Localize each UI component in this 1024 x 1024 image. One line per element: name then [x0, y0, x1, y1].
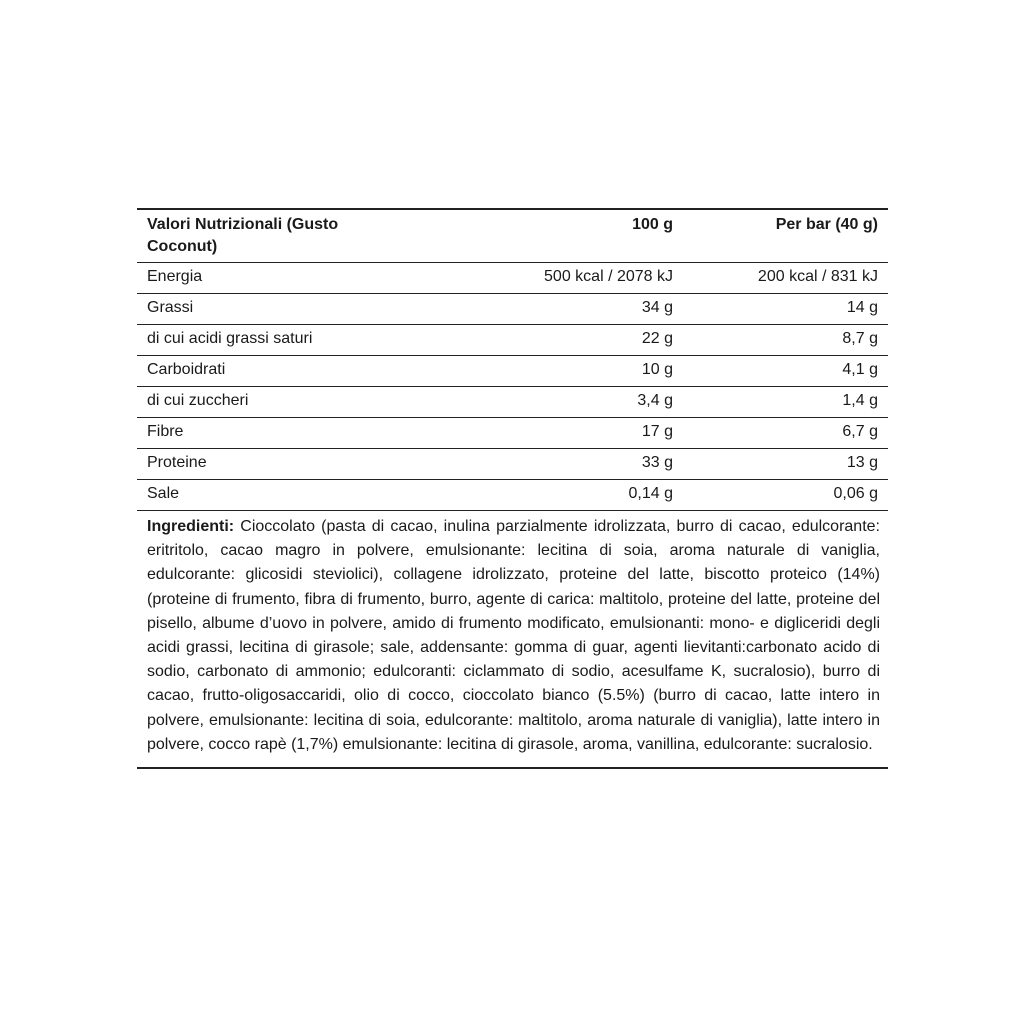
row-per100: 10 g [513, 356, 683, 387]
row-per100: 33 g [513, 449, 683, 480]
row-per100: 34 g [513, 294, 683, 325]
row-label: Grassi [137, 294, 513, 325]
row-perbar: 200 kcal / 831 kJ [683, 263, 888, 294]
nutrition-table [137, 208, 888, 511]
table-row [137, 325, 888, 356]
row-perbar: 1,4 g [683, 387, 888, 418]
ingredients-text: Cioccolato (pasta di cacao, inulina parzialmente idrolizzata, burro di cacao, edulcorante: eritritolo, cacao magro in polvere, emulsionante: lecitina di soia, aroma naturale di vaniglia, edulcorante: glicosidi steviolici), collagene idrolizzato, proteine del latte, biscotto proteico (14%) (proteine di frumento, fibra di frumento, burro, agente di carica: maltitolo, proteine del latte, proteine del pisello, albume d’uovo in polvere, amido di frumento modificato, emulsionanti: mono- e digliceridi degli acidi grassi, lecitina di girasole; sale, addensante: gomma di guar, agenti lievitanti:carbonato acido di sodio, carbonato di ammonio; edulcoranti: ciclammato di sodio, acesulfame K, sucralosio), burro di cacao, frutto-oligosaccaridi, olio di cocco, cioccolato bianco (5.5%) (burro di cacao, latte intero in polvere, emulsionante: lecitina di soia, edulcorante: maltitolo, aroma naturale di vaniglia), latte intero in polvere, cocco rapè (1,7%) emulsionante: lecitina di girasole, aroma, vanillina, edulcorante: sucralosio. [147, 518, 880, 753]
header-label [137, 209, 513, 263]
row-perbar: 4,1 g [683, 356, 888, 387]
table-header-row [137, 209, 888, 263]
row-per100: 500 kcal / 2078 kJ [513, 263, 683, 294]
table-row [137, 387, 888, 418]
table-row [137, 263, 888, 294]
row-perbar: 8,7 g [683, 325, 888, 356]
row-perbar: 6,7 g [683, 418, 888, 449]
row-label: Sale [137, 480, 513, 511]
table-row [137, 418, 888, 449]
row-label: Energia [137, 263, 513, 294]
row-perbar: 13 g [683, 449, 888, 480]
header-per-bar: Per bar (40 g) [683, 209, 888, 263]
row-label: Carboidrati [137, 356, 513, 387]
row-label: di cui acidi grassi saturi [137, 325, 513, 356]
ingredients-block [137, 511, 888, 769]
row-label: Fibre [137, 418, 513, 449]
row-per100: 22 g [513, 325, 683, 356]
row-per100: 17 g [513, 418, 683, 449]
row-per100: 3,4 g [513, 387, 683, 418]
nutrition-panel [137, 208, 888, 769]
ingredients-title: Ingredienti: [147, 518, 235, 535]
header-100g: 100 g [513, 209, 683, 263]
row-per100: 0,14 g [513, 480, 683, 511]
table-row [137, 294, 888, 325]
row-label: Proteine [137, 449, 513, 480]
table-row [137, 449, 888, 480]
table-row [137, 356, 888, 387]
table-row [137, 480, 888, 511]
row-perbar: 0,06 g [683, 480, 888, 511]
header-label-text: Valori Nutrizionali (Gusto Coconut) [147, 216, 339, 255]
row-perbar: 14 g [683, 294, 888, 325]
row-label: di cui zuccheri [137, 387, 513, 418]
